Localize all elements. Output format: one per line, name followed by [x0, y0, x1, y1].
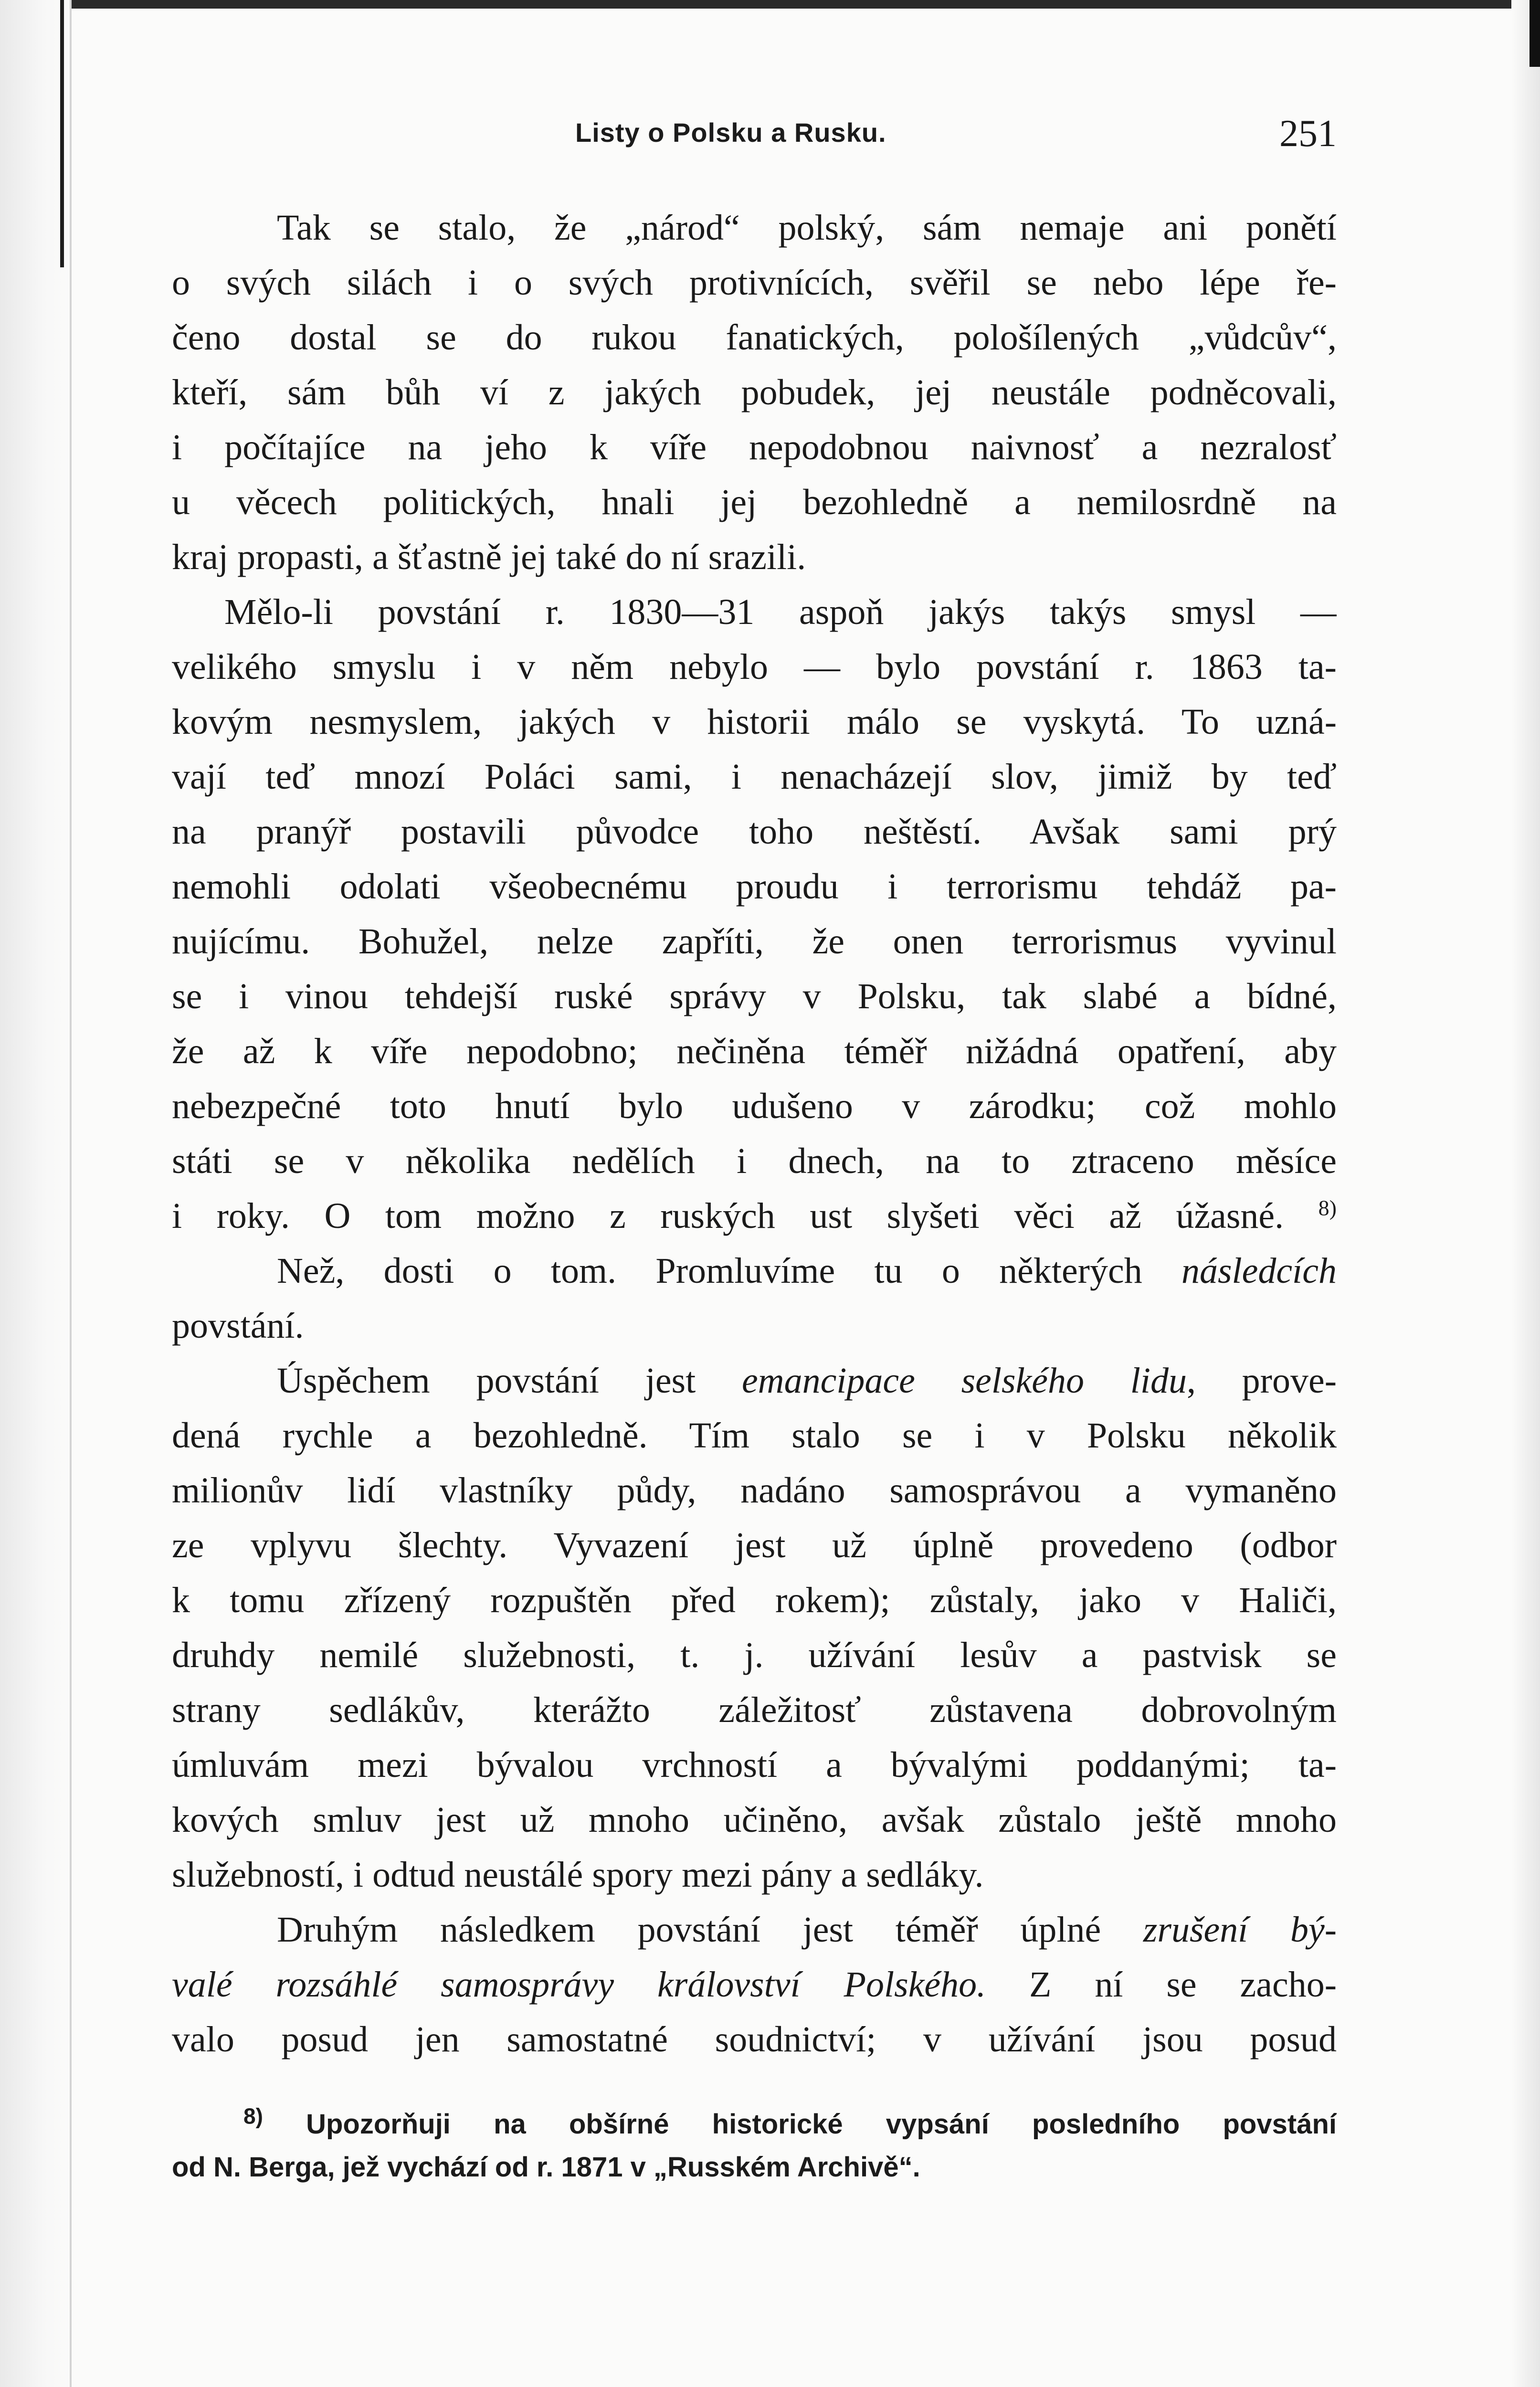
scan-right-edge [1511, 0, 1540, 2387]
body-text [172, 201, 1337, 2067]
text-line: služebností, i odtud neustálé spory mezi pány a sedláky. [172, 1855, 984, 1895]
text-line: Než, dosti o tom. Promluvíme tu o některých následcích [277, 1251, 1337, 1291]
text-line: kraj propasti, a šťastně jej také do ní srazili. [172, 537, 806, 577]
text-line: nemohli odolati všeobecnému proudu i terrorismu tehdáž pa- [172, 866, 1337, 907]
text-line: se i vinou tehdejší ruské správy v Polsku, tak slabé a bídné, [172, 976, 1337, 1016]
text-line: strany sedlákův, kterážto záležitosť zůstavena dobrovolným [172, 1690, 1337, 1730]
footnote-marker: 8) [243, 2103, 263, 2129]
text-line: povstání. [172, 1306, 304, 1346]
scan-top-edge [0, 0, 1540, 9]
text-line: kovým nesmyslem, jakých v historii málo se vyskytá. To uzná- [172, 702, 1337, 742]
text-line: velikého smyslu i v něm nebylo — bylo povstání r. 1863 ta- [172, 647, 1337, 687]
scan-page-fold [70, 0, 72, 2387]
footnote-reference: 8) [1318, 1195, 1337, 1220]
text-line: dená rychle a bezohledně. Tím stalo se i v Polsku několik [172, 1415, 1337, 1456]
footnote-line: od N. Berga, jež vychází od r. 1871 v „Rusském Archivě“. [172, 2152, 920, 2183]
text-line: druhdy nemilé služebnosti, t. j. užívání lesův a pastvisk se [172, 1635, 1337, 1675]
text-line: Tak se stalo, že „národ“ polský, sám nemaje ani ponětí [277, 208, 1337, 248]
text-line: u věcech politických, hnali jej bezohledně a nemilosrdně na [172, 482, 1337, 522]
text-line: kových smluv jest už mnoho učiněno, avšak zůstalo ještě mnoho [172, 1800, 1337, 1840]
text-line: Úspěchem povstání jest emancipace selského lidu, prove- [277, 1361, 1337, 1401]
page-number: 251 [1279, 113, 1337, 155]
text-line: čeno dostal se do rukou fanatických, pološílených „vůdcův“, [172, 317, 1337, 358]
text-line: i roky. O tom možno z ruských ust slyšeti věci až úžasné. $^{8)}$ [172, 1195, 1337, 1236]
text-line: o svých silách i o svých protivnících, svěřil se nebo lépe ře- [172, 263, 1337, 303]
text-line: kteří, sám bůh ví z jakých pobudek, jej neustále podněcovali, [172, 372, 1337, 412]
text-line: valo posud jen samostatné soudnictví; v užívání jsou posud [172, 2019, 1337, 2060]
text-line: Mělo-li povstání r. 1830—31 aspoň jakýs takýs smysl — [224, 592, 1337, 632]
scan-binding-mark [60, 0, 64, 267]
text-line: Druhým následkem povstání jest téměř úplné zrušení bý- [277, 1910, 1337, 1950]
footnote [172, 2103, 1337, 2189]
text-line: státi se v několika nedělích i dnech, na to ztraceno měsíce [172, 1141, 1337, 1181]
running-title: Listy o Polsku a Rusku. [575, 117, 886, 148]
text-line: k tomu zřízený rozpuštěn před rokem); zůstaly, jako v Haliči, [172, 1580, 1337, 1620]
scan-left-edge [0, 0, 72, 2387]
scan-corner-mark [1529, 0, 1540, 67]
text-line: vají teď mnozí Poláci sami, i nenacházejí slov, jimiž by teď [172, 757, 1337, 797]
text-line: ze vplyvu šlechty. Vyvazení jest už úplně provedeno (odbor [172, 1525, 1337, 1565]
text-line: na pranýř postavili původce toho neštěstí. Avšak sami prý [172, 812, 1337, 852]
text-line: valé rozsáhlé samosprávy království Polského. Z ní se zacho- [172, 1965, 1337, 2005]
text-line: že až k víře nepodobno; nečiněna téměř nižádná opatření, aby [172, 1031, 1337, 1071]
text-line: nebezpečné toto hnutí bylo udušeno v zárodku; což mohlo [172, 1086, 1337, 1126]
text-line: i počítajíce na jeho k víře nepodobnou naivnosť a nezralosť [172, 427, 1337, 467]
text-line: úmluvám mezi bývalou vrchností a bývalými poddanými; ta- [172, 1745, 1337, 1785]
text-line: milionův lidí vlastníky půdy, nadáno samosprávou a vymaněno [172, 1470, 1337, 1510]
page-header [172, 98, 1337, 169]
text-line: nujícímu. Bohužel, nelze zapříti, že onen terrorismus vyvinul [172, 921, 1337, 961]
footnote-line: $^{8)}$ Upozorňuji na obšírné historické vypsání posledního povstání [243, 2103, 1337, 2140]
